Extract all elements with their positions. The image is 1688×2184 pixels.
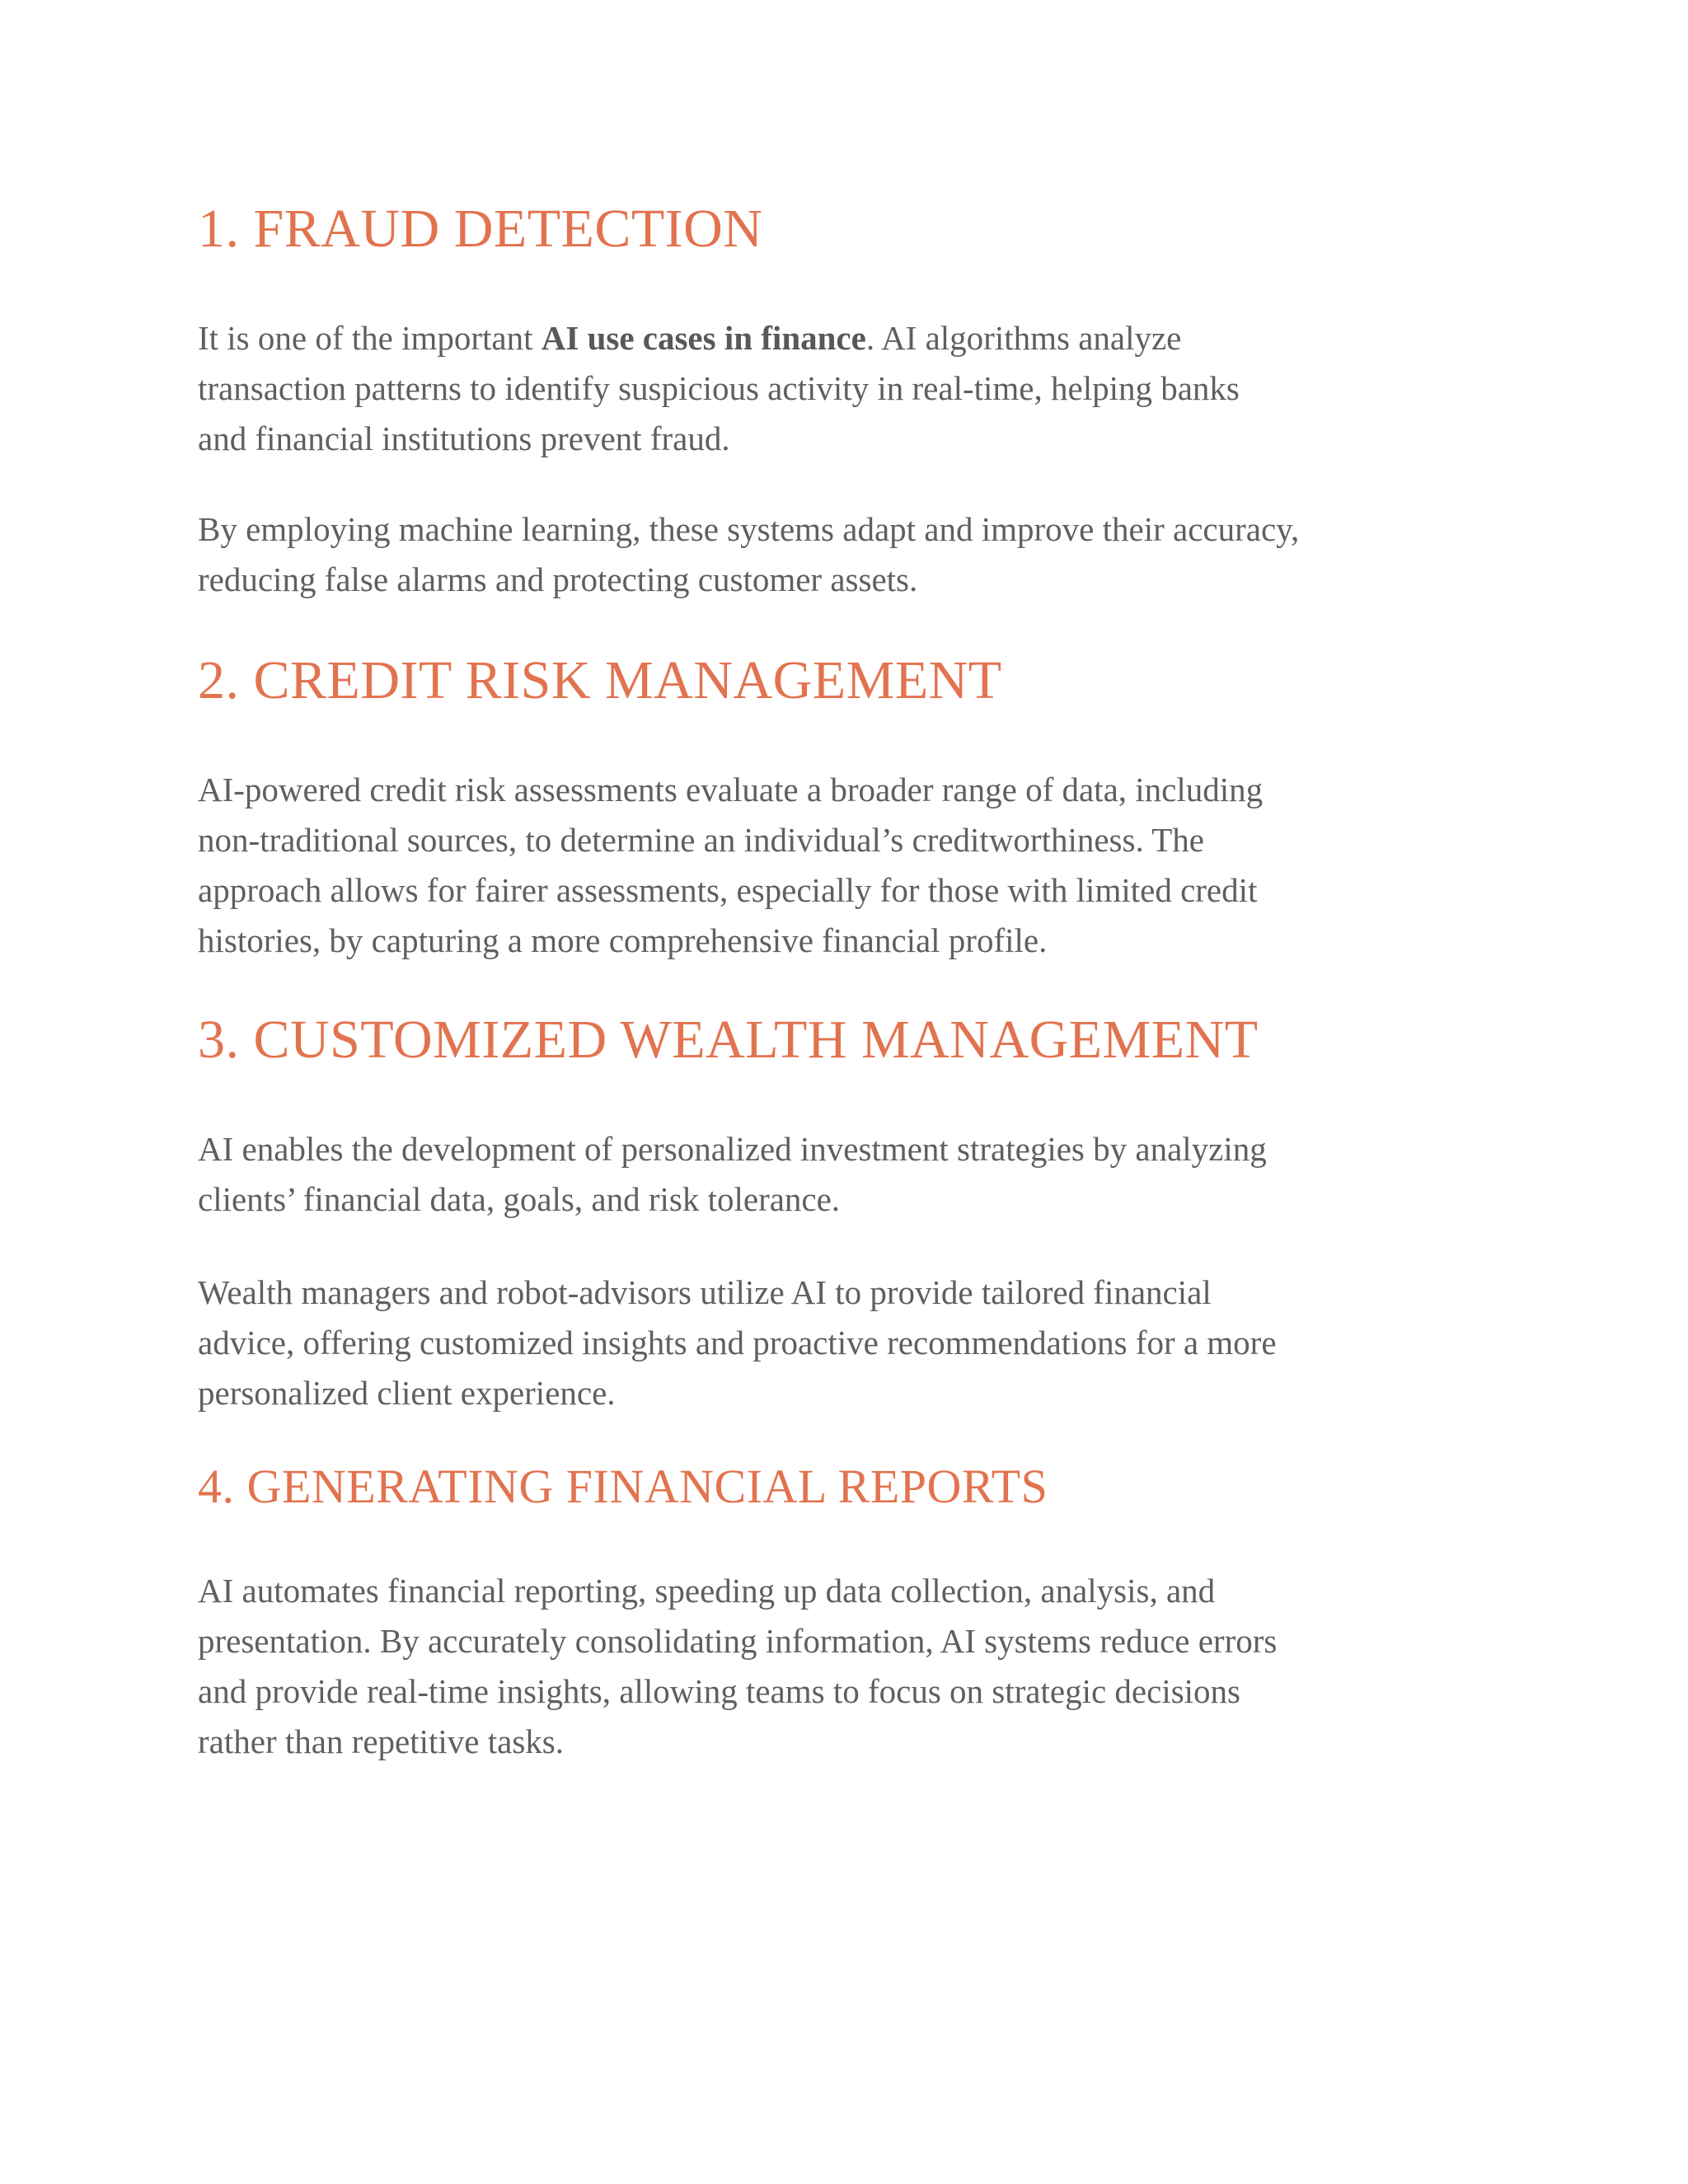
paragraph-line: rather than repetitive tasks. [198,1722,564,1760]
paragraph-line: reducing false alarms and protecting customer assets. [198,560,918,598]
paragraph-wealth-management-intro [198,1124,1517,1225]
paragraph-line: By employing machine learning, these systems adapt and improve their accuracy, [198,510,1300,548]
paragraph-line: transaction patterns to identify suspicious activity in real-time, helping banks [198,369,1240,407]
paragraph-fraud-detection-ml [198,504,1517,605]
paragraph-line: advice, offering customized insights and proactive recommendations for a more [198,1324,1277,1361]
paragraph-wealth-management-advisors [198,1268,1517,1418]
paragraph-line [198,313,1517,363]
paragraph-line: non-traditional sources, to determine an individual’s creditworthiness. The [198,821,1204,859]
paragraph-line: AI-powered credit risk assessments evaluate a broader range of data, including [198,771,1264,808]
bold-phrase: AI use cases in finance [541,319,866,357]
paragraph-line: and financial institutions prevent fraud. [198,419,730,457]
section-heading-wealth-management: 3. CUSTOMIZED WEALTH MANAGEMENT [198,1010,1259,1070]
paragraph-line: clients’ financial data, goals, and risk tolerance. [198,1180,841,1218]
paragraph-financial-reports [198,1566,1517,1767]
paragraph-line: AI enables the development of personalized investment strategies by analyzing [198,1130,1267,1168]
text-run: . AI algorithms analyze [865,319,1182,357]
paragraph-line: and provide real-time insights, allowing teams to focus on strategic decisions [198,1672,1241,1710]
section-heading-credit-risk: 2. CREDIT RISK MANAGEMENT [198,650,1002,710]
paragraph-line: AI automates financial reporting, speeding up data collection, analysis, and [198,1572,1216,1610]
section-heading-financial-reports: 4. GENERATING FINANCIAL REPORTS [198,1460,1048,1513]
paragraph-line: presentation. By accurately consolidating information, AI systems reduce errors [198,1622,1278,1660]
paragraph-fraud-detection-intro [198,313,1517,464]
section-heading-fraud-detection: 1. FRAUD DETECTION [198,199,763,259]
paragraph-line: Wealth managers and robot-advisors utilize AI to provide tailored financial [198,1273,1212,1311]
paragraph-line: approach allows for fairer assessments, especially for those with limited credit [198,871,1258,909]
paragraph-credit-risk [198,765,1517,966]
paragraph-line: personalized client experience. [198,1374,616,1412]
paragraph-line: histories, by capturing a more comprehensive financial profile. [198,921,1048,959]
text-run: It is one of the important [198,319,542,357]
